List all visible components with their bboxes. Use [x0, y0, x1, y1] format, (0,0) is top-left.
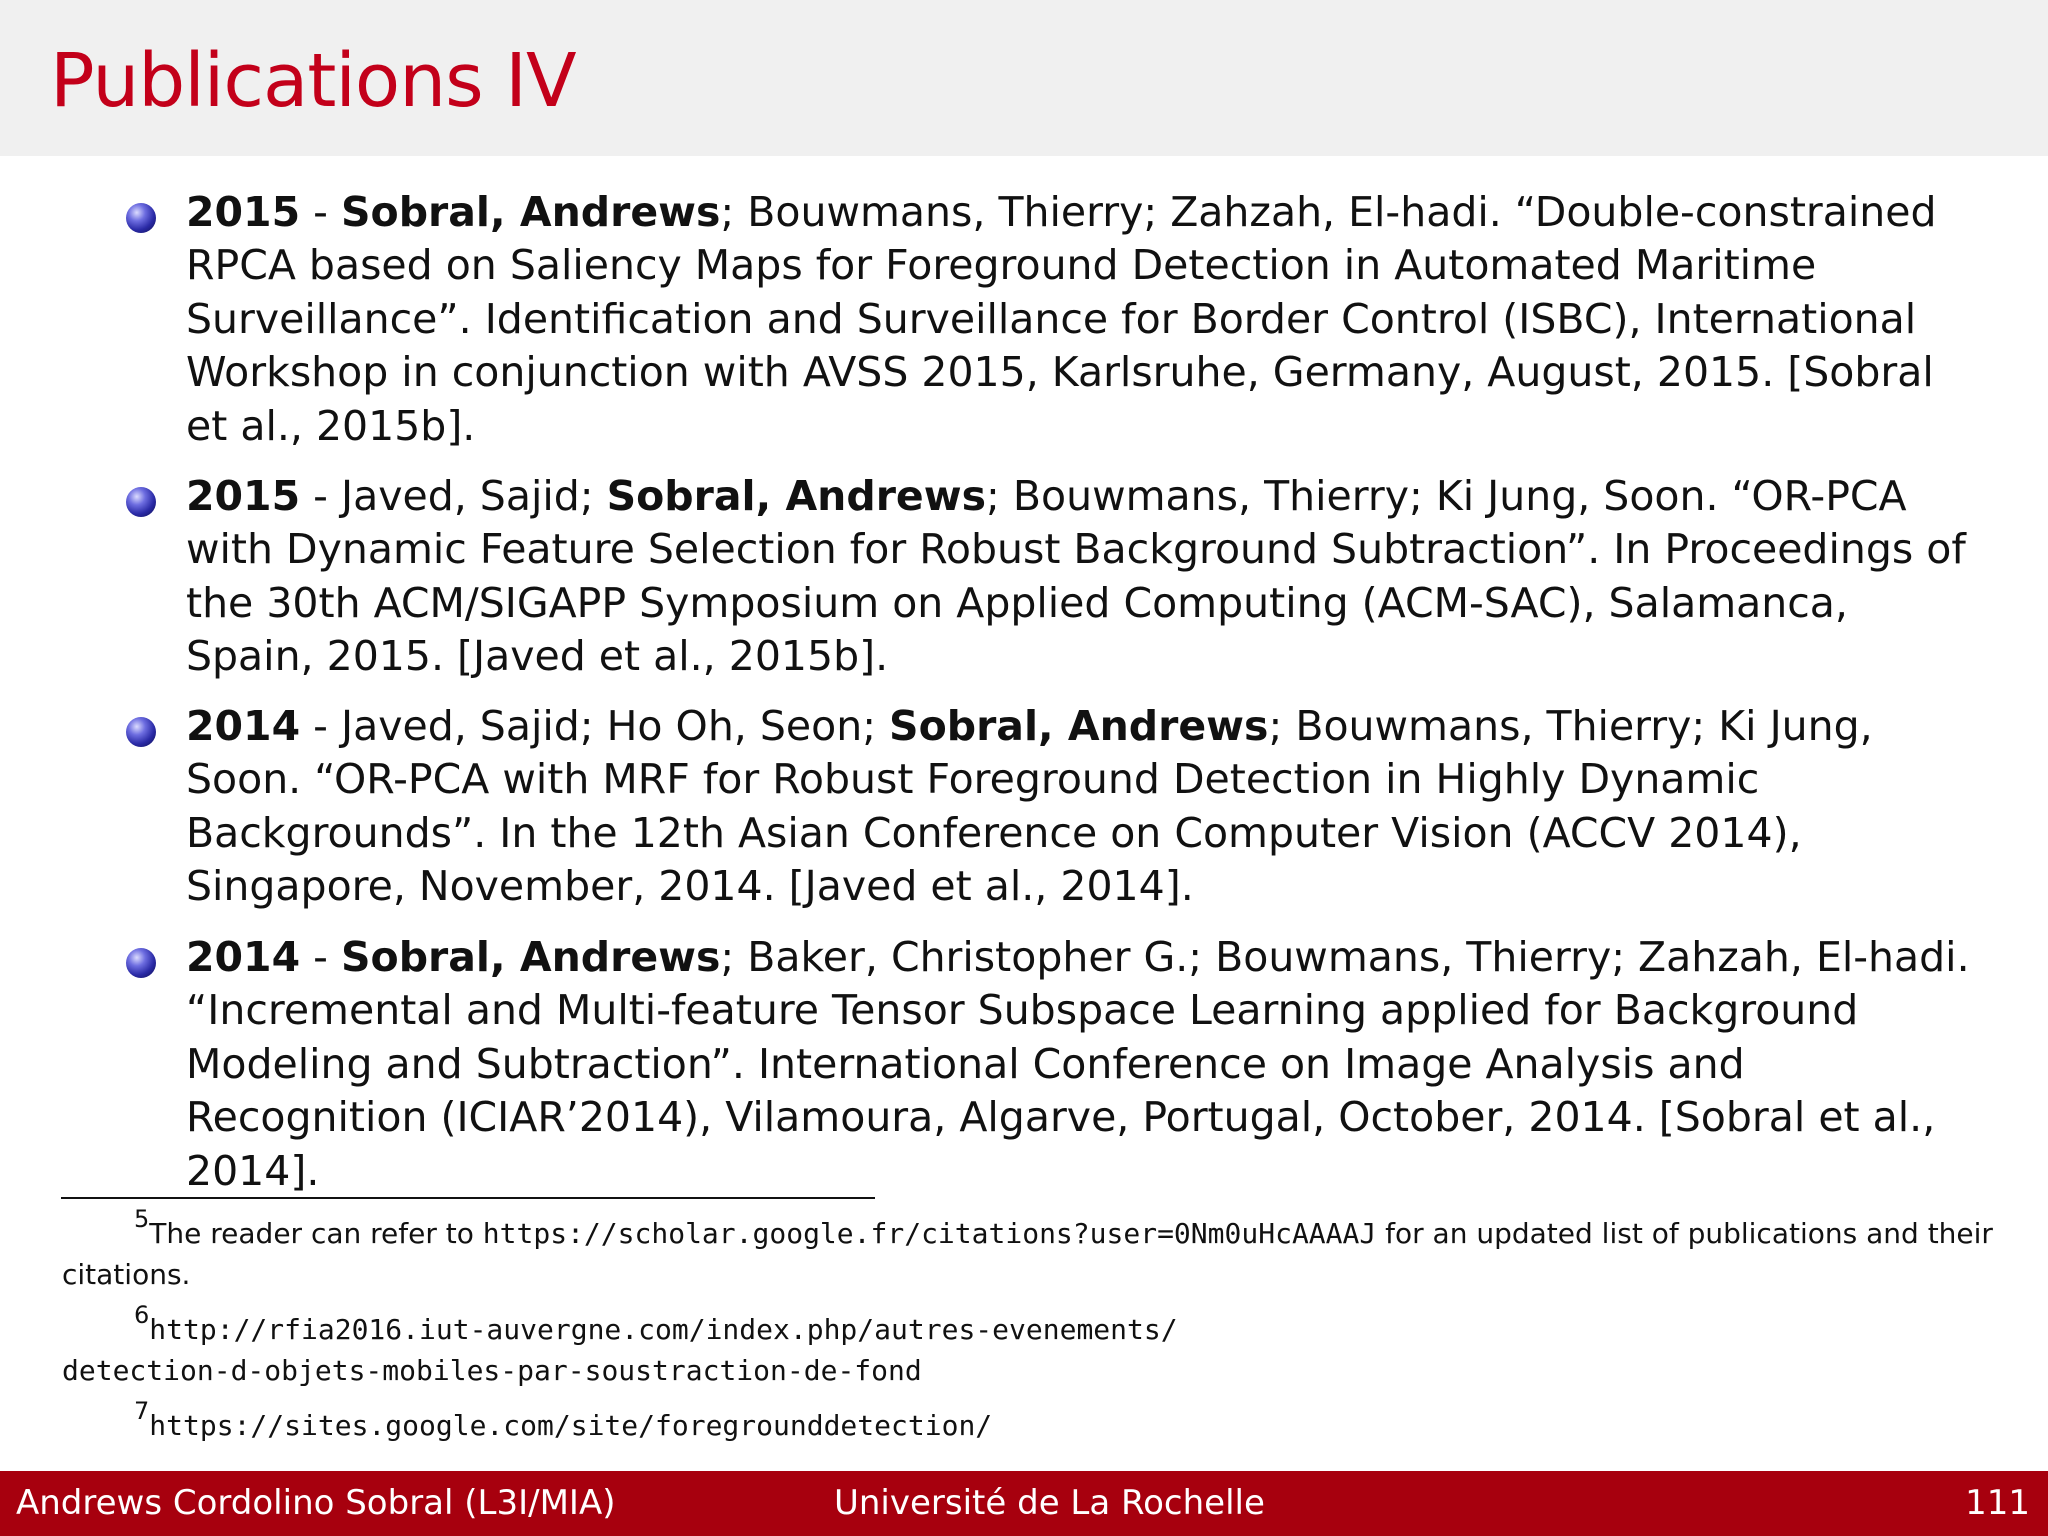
citation-rest: ; Bouwmans, Thierry; Zahzah, El-hadi. “Double-constrained RPCA based on Saliency Maps for Foreground Detection in Automated Maritime Surveillance”. Identification and Surveillance for Border Control (ISBC), International Workshop in conjunction with AVSS 2015, Karlsruhe, Germany, August, 2015. [Sobral et al., 2015b].	[186, 188, 1937, 450]
separator: -	[300, 472, 341, 520]
bullet-ball-icon	[126, 203, 156, 233]
page-number: 111	[1965, 1483, 2030, 1523]
footnote-6	[62, 1301, 2002, 1391]
rfia-link-continued[interactable]: detection-d-objets-mobiles-par-soustraction-de-fond	[62, 1354, 922, 1387]
highlighted-author: Sobral, Andrews	[341, 188, 721, 236]
footnote-text: for an updated list of publications and their citations.	[62, 1217, 1993, 1291]
separator: -	[300, 188, 341, 236]
publication-year: 2015	[186, 188, 301, 236]
slide-title: Publications IV	[50, 38, 576, 124]
footnote-5	[62, 1205, 2002, 1295]
footnote-7	[62, 1397, 2002, 1447]
publication-item	[186, 700, 1976, 914]
citation-rest: ; Bouwmans, Thierry; Ki Jung, Soon. “OR-PCA with Dynamic Feature Selection for Robust Background Subtraction”. In Proceedings of the 30th ACM/SIGAPP Symposium on Applied Computing (ACM-SAC), Salamanca, Spain, 2015. [Javed et al., 2015b].	[186, 472, 1966, 681]
publication-text	[186, 186, 1976, 453]
highlighted-author: Sobral, Andrews	[341, 933, 721, 981]
publication-item	[186, 931, 1976, 1198]
separator: -	[300, 702, 341, 750]
co-authors-before: Javed, Sajid;	[341, 472, 607, 520]
foreground-detection-link[interactable]: https://sites.google.com/site/foregrounddetection/	[149, 1409, 993, 1442]
publication-year: 2015	[186, 472, 301, 520]
footer-institution: Université de La Rochelle	[834, 1483, 1265, 1523]
separator: -	[300, 933, 341, 981]
publication-year: 2014	[186, 933, 301, 981]
rfia-link[interactable]: http://rfia2016.iut-auvergne.com/index.php/autres-evenements/	[149, 1313, 1178, 1346]
publication-text	[186, 700, 1976, 914]
co-authors-before: Javed, Sajid; Ho Oh, Seon;	[341, 702, 890, 750]
footnote-mark: 7	[134, 1397, 150, 1425]
bullet-ball-icon	[126, 717, 156, 747]
footnote-mark: 6	[134, 1301, 150, 1329]
publication-text	[186, 931, 1976, 1198]
footer-bar	[0, 1471, 2048, 1536]
footnote-text: The reader can refer to	[149, 1217, 483, 1250]
footnote-mark: 5	[134, 1205, 150, 1233]
publication-text	[186, 470, 1976, 684]
footer-author: Andrews Cordolino Sobral (L3I/MIA)	[16, 1483, 616, 1523]
publication-item	[186, 470, 1976, 684]
citation-rest: ; Bouwmans, Thierry; Ki Jung, Soon. “OR-PCA with MRF for Robust Foreground Detection in Highly Dynamic Backgrounds”. In the 12th Asian Conference on Computer Vision (ACCV 2014), Singapore, November, 2014. [Javed et al., 2014].	[186, 702, 1873, 911]
citation-rest: ; Baker, Christopher G.; Bouwmans, Thierry; Zahzah, El-hadi. “Incremental and Multi-feature Tensor Subspace Learning applied for Background Modeling and Subtraction”. International Conference on Image Analysis and Recognition (ICIAR’2014), Vilamoura, Algarve, Portugal, October, 2014. [Sobral et al., 2014].	[186, 933, 1970, 1195]
footnote-divider	[61, 1197, 875, 1199]
bullet-ball-icon	[126, 487, 156, 517]
publication-year: 2014	[186, 702, 301, 750]
highlighted-author: Sobral, Andrews	[606, 472, 987, 520]
scholar-link[interactable]: https://scholar.google.fr/citations?user=0Nm0uHcAAAAJ	[482, 1217, 1377, 1250]
bullet-ball-icon	[126, 948, 156, 978]
highlighted-author: Sobral, Andrews	[889, 702, 1269, 750]
publication-item	[186, 186, 1976, 453]
